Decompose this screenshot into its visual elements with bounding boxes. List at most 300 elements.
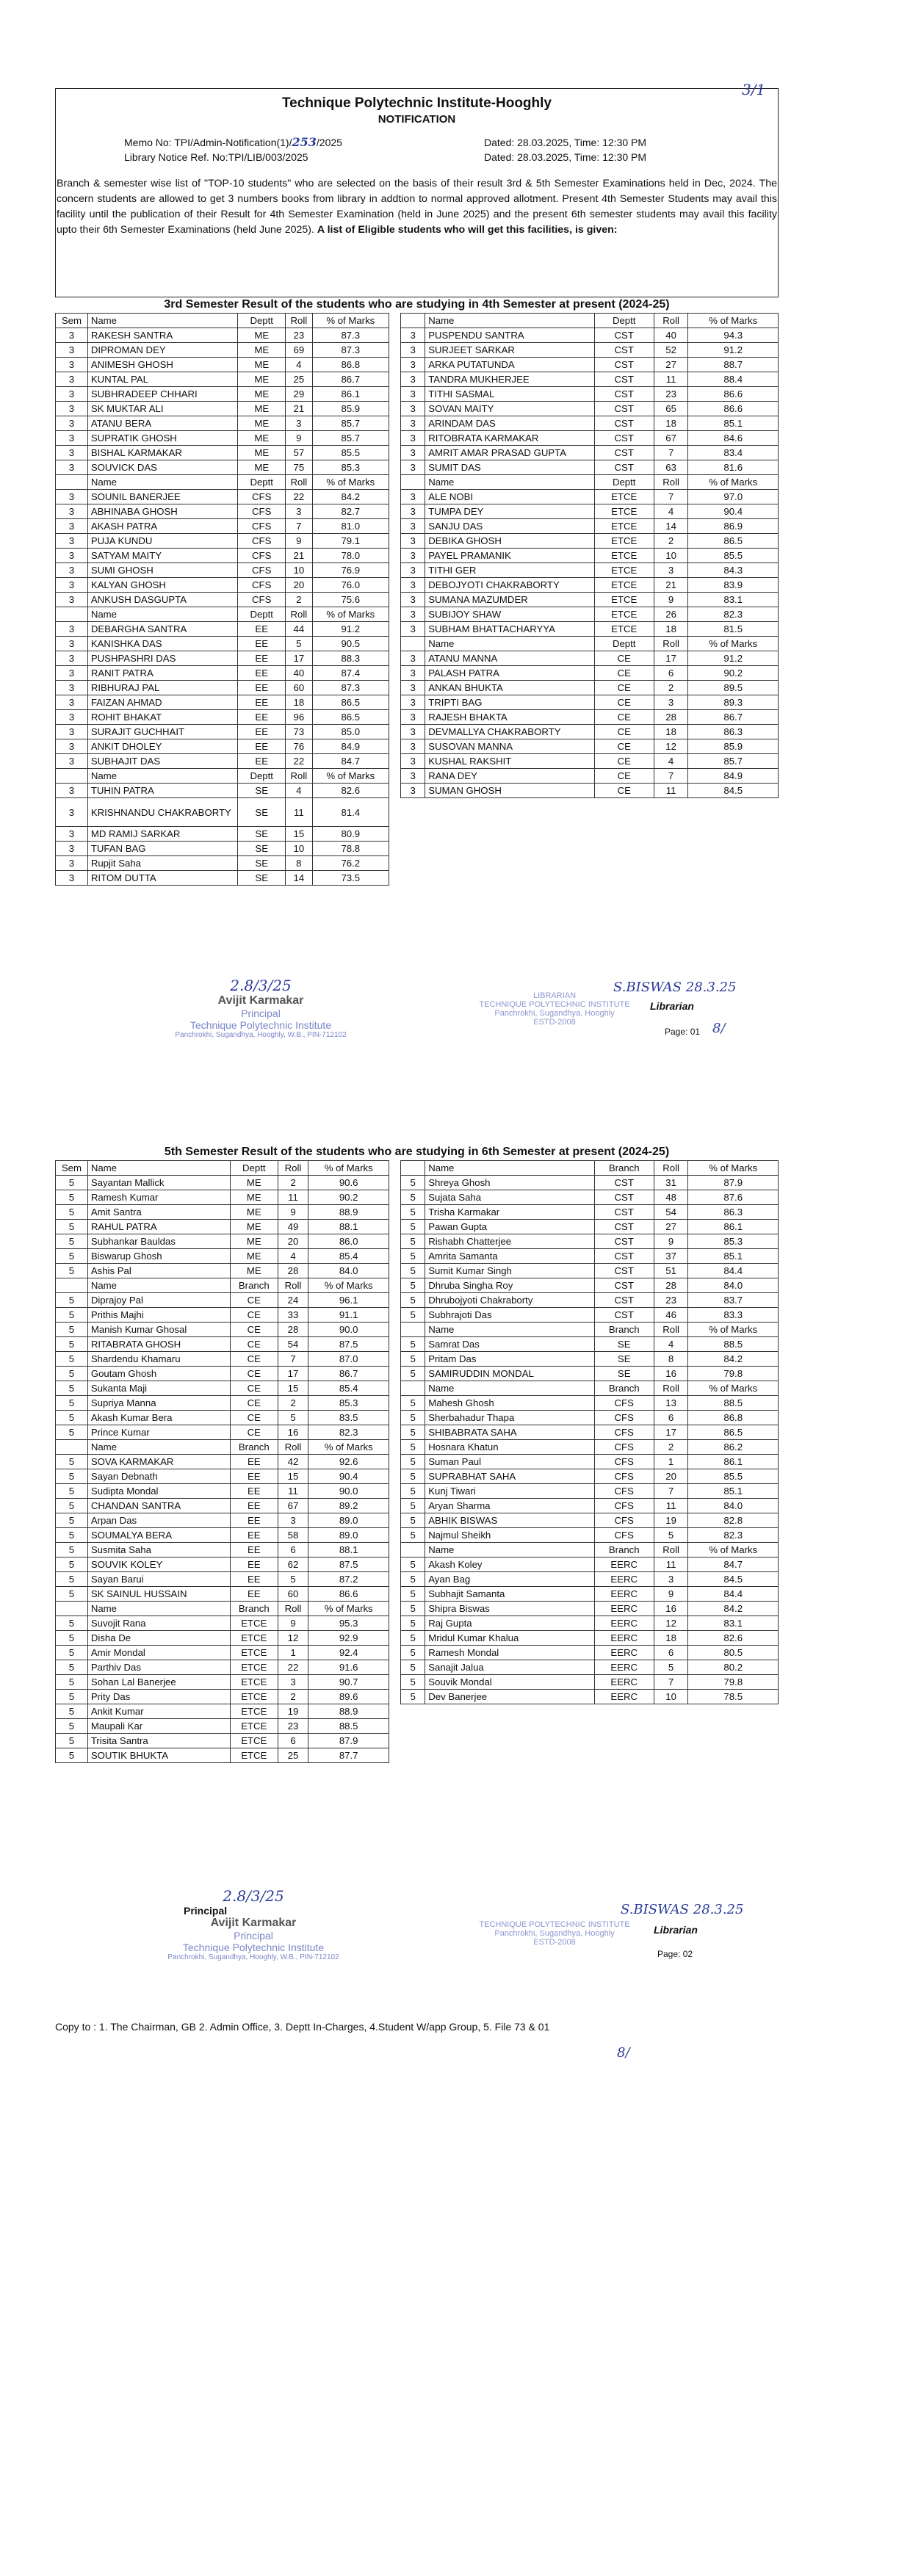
student-row (56, 1220, 389, 1234)
dept-cell: CE (594, 651, 654, 666)
marks-cell: 89.2 (308, 1499, 389, 1513)
roll-cell: 25 (278, 1748, 308, 1763)
sem-cell: 5 (56, 1543, 88, 1557)
roll-cell: 11 (278, 1484, 308, 1499)
sem-cell: 5 (56, 1337, 88, 1352)
marks-cell: 86.1 (688, 1455, 779, 1469)
student-row (401, 1425, 779, 1440)
marks-cell: 90.2 (308, 1190, 389, 1205)
marks-cell: 86.8 (688, 1411, 779, 1425)
student-row (56, 446, 389, 460)
dept-cell: ETCE (594, 549, 654, 563)
name-cell: Souvik Mondal (425, 1675, 595, 1690)
student-row (401, 372, 779, 387)
roll-cell: 6 (654, 1411, 688, 1425)
name-cell: ATANU MANNA (425, 651, 595, 666)
roll-cell: 15 (278, 1381, 308, 1396)
roll-cell: 26 (654, 607, 688, 622)
sem-cell: 5 (401, 1484, 425, 1499)
marks-cell: 90.0 (308, 1484, 389, 1499)
dept-cell: CST (594, 1249, 654, 1264)
marks-cell: 88.5 (688, 1337, 779, 1352)
marks-cell: 86.7 (312, 372, 389, 387)
dept-cell: ME (230, 1220, 278, 1234)
roll-cell: 48 (654, 1190, 688, 1205)
dept-cell: Deptt (594, 314, 654, 328)
dept-cell: ME (238, 328, 286, 343)
dept-cell: Branch (594, 1543, 654, 1557)
roll-cell: 2 (278, 1690, 308, 1704)
name-cell: Name (87, 475, 238, 490)
dept-cell: EE (230, 1484, 278, 1499)
dept-cell: Branch (594, 1323, 654, 1337)
name-cell: SUBIJOY SHAW (425, 607, 595, 622)
dept-cell: EERC (594, 1631, 654, 1646)
roll-cell: 7 (654, 1675, 688, 1690)
marks-cell: 82.6 (688, 1631, 779, 1646)
name-cell: Mridul Kumar Khalua (425, 1631, 595, 1646)
name-cell: KALYAN GHOSH (87, 578, 238, 593)
dept-cell: CFS (238, 490, 286, 504)
student-row (401, 1249, 779, 1264)
name-cell: SUSOVAN MANNA (425, 739, 595, 754)
sem3-title: 3rd Semester Result of the students who are studying in 4th Semester at present (2024-25) (164, 298, 670, 311)
sem-cell: 3 (56, 695, 88, 710)
name-cell: RITABRATA GHOSH (87, 1337, 230, 1352)
sem-cell: 3 (401, 607, 425, 622)
roll-cell: 3 (278, 1513, 308, 1528)
sem-cell (401, 475, 425, 490)
sem-cell (401, 637, 425, 651)
marks-cell: % of Marks (312, 475, 389, 490)
student-row (401, 1469, 779, 1484)
student-row (56, 416, 389, 431)
roll-cell: 10 (654, 549, 688, 563)
marks-cell: 85.4 (308, 1249, 389, 1264)
name-cell: TRIPTI BAG (425, 695, 595, 710)
student-row (401, 1337, 779, 1352)
name-cell: Goutam Ghosh (87, 1367, 230, 1381)
name-cell: Rupjit Saha (87, 856, 238, 871)
marks-cell: 86.8 (312, 358, 389, 372)
sem-cell: 5 (401, 1264, 425, 1278)
library-dated: Dated: 28.03.2025, Time: 12:30 PM (484, 151, 647, 163)
marks-cell: 84.0 (688, 1278, 779, 1293)
roll-cell: 23 (654, 387, 688, 402)
librarian-label-2: Librarian (654, 1924, 698, 1936)
marks-cell: 87.3 (312, 328, 389, 343)
marks-cell: 83.9 (688, 578, 779, 593)
name-cell: Akash Koley (425, 1557, 595, 1572)
marks-cell: 88.5 (308, 1719, 389, 1734)
dept-cell: CE (594, 710, 654, 725)
student-row (401, 1455, 779, 1469)
name-cell: SOVAN MAITY (425, 402, 595, 416)
roll-cell: 17 (278, 1367, 308, 1381)
student-row (56, 871, 389, 886)
dept-cell: CST (594, 387, 654, 402)
student-row (56, 1690, 389, 1704)
roll-cell: 15 (286, 827, 313, 842)
dept-cell: Deptt (238, 475, 286, 490)
marks-cell: 76.2 (312, 856, 389, 871)
sem-cell: 3 (401, 725, 425, 739)
sem-cell (401, 1323, 425, 1337)
dept-cell: ME (238, 358, 286, 372)
student-row (56, 1411, 389, 1425)
student-row (56, 1616, 389, 1631)
roll-cell: 28 (654, 710, 688, 725)
marks-cell: 97.0 (688, 490, 779, 504)
dept-cell: EE (230, 1469, 278, 1484)
marks-cell: 90.2 (688, 666, 779, 681)
marks-cell: % of Marks (688, 475, 779, 490)
roll-cell: 28 (278, 1264, 308, 1278)
student-row (56, 1499, 389, 1513)
roll-cell: 60 (286, 681, 313, 695)
student-row (401, 1690, 779, 1704)
marks-cell: 84.9 (688, 769, 779, 784)
roll-cell: 9 (278, 1616, 308, 1631)
header-row (401, 1543, 779, 1557)
name-cell: Prity Das (87, 1690, 230, 1704)
dept-cell: ETCE (594, 578, 654, 593)
dept-cell: EE (230, 1572, 278, 1587)
student-row (56, 549, 389, 563)
student-row (56, 1631, 389, 1646)
roll-cell: 14 (654, 519, 688, 534)
dept-cell: CFS (238, 549, 286, 563)
marks-cell: 85.7 (312, 431, 389, 446)
name-cell: SAMIRUDDIN MONDAL (425, 1367, 595, 1381)
dept-cell: CST (594, 1220, 654, 1234)
student-row (56, 578, 389, 593)
name-cell: TUHIN PATRA (87, 784, 238, 798)
header-row (56, 314, 389, 328)
sem-cell: 3 (56, 460, 88, 475)
marks-cell: 86.2 (688, 1440, 779, 1455)
roll-cell: 57 (286, 446, 313, 460)
sem-cell: 5 (401, 1367, 425, 1381)
marks-cell: 85.1 (688, 1249, 779, 1264)
sem-cell: 3 (401, 358, 425, 372)
name-cell: SUPRATIK GHOSH (87, 431, 238, 446)
marks-cell: 90.4 (308, 1469, 389, 1484)
roll-cell: 2 (654, 1440, 688, 1455)
marks-cell: 89.0 (308, 1528, 389, 1543)
student-row (56, 1646, 389, 1660)
sem-cell: 3 (401, 519, 425, 534)
dept-cell: EE (230, 1528, 278, 1543)
roll-cell: 18 (286, 695, 313, 710)
marks-cell: 85.1 (688, 416, 779, 431)
roll-cell: 3 (654, 695, 688, 710)
sem-cell: 5 (401, 1557, 425, 1572)
page-number-1: Page: 01 (665, 1027, 701, 1037)
marks-cell: 85.7 (312, 416, 389, 431)
sem-cell: 5 (56, 1469, 88, 1484)
sem-cell: 3 (401, 754, 425, 769)
roll-cell: 10 (286, 563, 313, 578)
sem-cell: 3 (56, 578, 88, 593)
name-cell: Sanajit Jalua (425, 1660, 595, 1675)
marks-cell: % of Marks (688, 314, 779, 328)
roll-cell: 73 (286, 725, 313, 739)
roll-cell: Roll (654, 1323, 688, 1337)
roll-cell: 4 (654, 1337, 688, 1352)
dept-cell: ME (238, 343, 286, 358)
roll-cell: 17 (286, 651, 313, 666)
sem-cell: Sem (56, 1161, 88, 1176)
dept-cell: CE (230, 1293, 278, 1308)
sem-cell: 3 (401, 328, 425, 343)
roll-cell: 75 (286, 460, 313, 475)
marks-cell: 81.5 (688, 622, 779, 637)
roll-cell: 1 (654, 1455, 688, 1469)
marks-cell: 88.1 (308, 1220, 389, 1234)
marks-cell: 86.5 (312, 695, 389, 710)
sem-cell: 3 (401, 446, 425, 460)
dept-cell: CFS (594, 1528, 654, 1543)
dept-cell: ME (230, 1176, 278, 1190)
sem-cell: 5 (56, 1411, 88, 1425)
roll-cell: 3 (286, 416, 313, 431)
name-cell: SUPRABHAT SAHA (425, 1469, 595, 1484)
marks-cell: 84.5 (688, 1572, 779, 1587)
sem-cell: 3 (56, 446, 88, 460)
student-row (401, 622, 779, 637)
dept-cell: EE (238, 695, 286, 710)
roll-cell: 31 (654, 1176, 688, 1190)
marks-cell: 80.5 (688, 1646, 779, 1660)
marks-cell: 83.1 (688, 593, 779, 607)
memo-no: Memo No: TPI/Admin-Notification(1)/253/2025 (124, 135, 342, 149)
dept-cell: EERC (594, 1616, 654, 1631)
notice-body: Branch & semester wise list of "TOP-10 students" who are selected on the basis of their result 3rd & 5th Semester Examinations held in Dec, 2024. The concern students are allowed to get 3 numbers books from library in addtion to normal approved allotment. Present 4th Semester Students may avail this facility until the publication of their Result for 4th Semester Examination (held in June 2025) and the present 6th semester students may avail this facility upto their 6th Semester Examinations (held June 2025). A list of Eligible students who will get this facilities, is given: (57, 178, 777, 236)
sem-cell: 5 (401, 1602, 425, 1616)
student-row (401, 1308, 779, 1323)
dept-cell: Deptt (238, 607, 286, 622)
marks-cell: 79.8 (688, 1675, 779, 1690)
roll-cell: 3 (654, 1572, 688, 1587)
name-cell: ALE NOBI (425, 490, 595, 504)
roll-cell: 7 (278, 1352, 308, 1367)
student-row (401, 1234, 779, 1249)
marks-cell: 86.1 (688, 1220, 779, 1234)
notification-title: NOTIFICATION (378, 113, 456, 126)
sem-cell: 5 (56, 1557, 88, 1572)
roll-cell: 5 (654, 1528, 688, 1543)
student-row (401, 578, 779, 593)
sem-cell: 3 (56, 343, 88, 358)
librarian-scribble-1: S.BISWAS 28.3.25 (613, 980, 737, 995)
student-row (56, 681, 389, 695)
marks-cell: % of Marks (308, 1161, 389, 1176)
name-cell: Name (87, 314, 238, 328)
marks-cell: 92.9 (308, 1631, 389, 1646)
student-row (56, 1381, 389, 1396)
sem-cell: 3 (401, 784, 425, 798)
marks-cell: 86.7 (688, 710, 779, 725)
dept-cell: Deptt (230, 1161, 278, 1176)
sem-cell: 3 (56, 622, 88, 637)
sem-cell: 5 (401, 1587, 425, 1602)
marks-cell: 84.3 (688, 563, 779, 578)
marks-cell: 84.6 (688, 431, 779, 446)
dept-cell: EERC (594, 1646, 654, 1660)
dept-cell: CST (594, 1293, 654, 1308)
name-cell: Name (87, 1602, 230, 1616)
roll-cell: Roll (278, 1602, 308, 1616)
sem-cell (401, 1161, 425, 1176)
student-row (56, 1352, 389, 1367)
student-row (401, 695, 779, 710)
student-row (401, 651, 779, 666)
dept-cell: EE (230, 1543, 278, 1557)
student-row (56, 1308, 389, 1323)
sem-cell: 5 (56, 1646, 88, 1660)
dept-cell: Branch (594, 1381, 654, 1396)
sem-cell: 3 (56, 710, 88, 725)
sem-cell: 5 (56, 1719, 88, 1734)
student-row (401, 1396, 779, 1411)
dept-cell: EE (230, 1513, 278, 1528)
marks-cell: 82.3 (308, 1425, 389, 1440)
header-row (401, 637, 779, 651)
corner-mark: 3/1 (742, 81, 766, 98)
initials-1: 8/ (712, 1021, 726, 1036)
name-cell: SUBHAM BHATTACHARYYA (425, 622, 595, 637)
marks-cell: 76.9 (312, 563, 389, 578)
dept-cell: CE (594, 695, 654, 710)
marks-cell: 87.0 (308, 1352, 389, 1367)
memo-dated: Dated: 28.03.2025, Time: 12:30 PM (484, 137, 647, 148)
roll-cell: 60 (278, 1587, 308, 1602)
name-cell: ATANU BERA (87, 416, 238, 431)
roll-cell: 69 (286, 343, 313, 358)
name-cell: SK MUKTAR ALI (87, 402, 238, 416)
dept-cell: CFS (594, 1469, 654, 1484)
sem-cell (56, 475, 88, 490)
roll-cell: 40 (286, 666, 313, 681)
name-cell: ABHINABA GHOSH (87, 504, 238, 519)
name-cell: Najmul Sheikh (425, 1528, 595, 1543)
sem-cell: 3 (56, 490, 88, 504)
roll-cell: 19 (278, 1704, 308, 1719)
name-cell: TITHI GER (425, 563, 595, 578)
dept-cell: SE (594, 1367, 654, 1381)
name-cell: AMRIT AMAR PRASAD GUPTA (425, 446, 595, 460)
copy-to: Copy to : 1. The Chairman, GB 2. Admin Office, 3. Deptt In-Charges, 4.Student W/app Group, 5. File 73 & 01 (55, 2021, 550, 2033)
roll-cell: 7 (654, 446, 688, 460)
name-cell: Trisita Santra (87, 1734, 230, 1748)
dept-cell: Deptt (238, 314, 286, 328)
student-row (56, 651, 389, 666)
roll-cell: 24 (278, 1293, 308, 1308)
roll-cell: 29 (286, 387, 313, 402)
name-cell: RIBHURAJ PAL (87, 681, 238, 695)
roll-cell: 21 (286, 402, 313, 416)
student-row (56, 402, 389, 416)
sem-cell: 5 (401, 1220, 425, 1234)
name-cell: KANISHKA DAS (87, 637, 238, 651)
dept-cell: EERC (594, 1572, 654, 1587)
marks-cell: 84.2 (312, 490, 389, 504)
student-row (401, 1528, 779, 1543)
roll-cell: 63 (654, 460, 688, 475)
dept-cell: CST (594, 460, 654, 475)
dept-cell: SE (238, 784, 286, 798)
marks-cell: 86.5 (312, 710, 389, 725)
marks-cell: 85.5 (312, 446, 389, 460)
sem-cell: 3 (56, 372, 88, 387)
sem-cell: 5 (401, 1249, 425, 1264)
name-cell: RANA DEY (425, 769, 595, 784)
librarian-stamp-2: TECHNIQUE POLYTECHNIC INSTITUTE Panchrokhi, Sugandhya, Hooghly ESTD-2008 (479, 1920, 630, 1947)
sem-cell: 5 (401, 1528, 425, 1543)
student-row (56, 784, 389, 798)
name-cell: Sayan Barui (87, 1572, 230, 1587)
dept-cell: CE (230, 1308, 278, 1323)
student-row (56, 563, 389, 578)
student-row (56, 328, 389, 343)
dept-cell: EE (230, 1557, 278, 1572)
student-row (56, 1660, 389, 1675)
header-row (56, 1440, 389, 1455)
name-cell: SUBHRADEEP CHHARI (87, 387, 238, 402)
marks-cell: 88.3 (312, 651, 389, 666)
sem-cell: 5 (401, 1660, 425, 1675)
marks-cell: 86.5 (688, 534, 779, 549)
roll-cell: 2 (654, 681, 688, 695)
header-row (401, 314, 779, 328)
sem-cell: 3 (56, 593, 88, 607)
sem-cell: 5 (56, 1220, 88, 1234)
marks-cell: 83.4 (688, 446, 779, 460)
roll-cell: 12 (278, 1631, 308, 1646)
dept-cell: CFS (594, 1396, 654, 1411)
roll-cell: 13 (654, 1396, 688, 1411)
roll-cell: 3 (278, 1675, 308, 1690)
dept-cell: EE (238, 622, 286, 637)
sem-cell: 5 (401, 1337, 425, 1352)
name-cell: RITOBRATA KARMAKAR (425, 431, 595, 446)
dept-cell: CST (594, 358, 654, 372)
roll-cell: 76 (286, 739, 313, 754)
name-cell: Trisha Karmakar (425, 1205, 595, 1220)
dept-cell: EE (238, 681, 286, 695)
name-cell: RANIT PATRA (87, 666, 238, 681)
dept-cell: EERC (594, 1587, 654, 1602)
name-cell: Sherbahadur Thapa (425, 1411, 595, 1425)
sem-cell: 5 (56, 1323, 88, 1337)
marks-cell: 87.4 (312, 666, 389, 681)
dept-cell: CE (230, 1352, 278, 1367)
marks-cell: 87.5 (308, 1337, 389, 1352)
student-row (401, 431, 779, 446)
roll-cell: 5 (654, 1660, 688, 1675)
dept-cell: ME (230, 1264, 278, 1278)
marks-cell: 86.1 (312, 387, 389, 402)
librarian-label-1: Librarian (650, 1000, 694, 1012)
marks-cell: 79.1 (312, 534, 389, 549)
principal-signature-2: 2.8/3/25 Principal Avijit Karmakar Principal Technique Polytechnic Institute Panchrokhi, Sugandhya, Hooghly, W.B., PIN-712102 (167, 1887, 339, 1961)
roll-cell: 19 (654, 1513, 688, 1528)
sem-cell: 3 (401, 622, 425, 637)
marks-cell: 91.2 (312, 622, 389, 637)
dept-cell: ETCE (594, 622, 654, 637)
name-cell: Hosnara Khatun (425, 1440, 595, 1455)
